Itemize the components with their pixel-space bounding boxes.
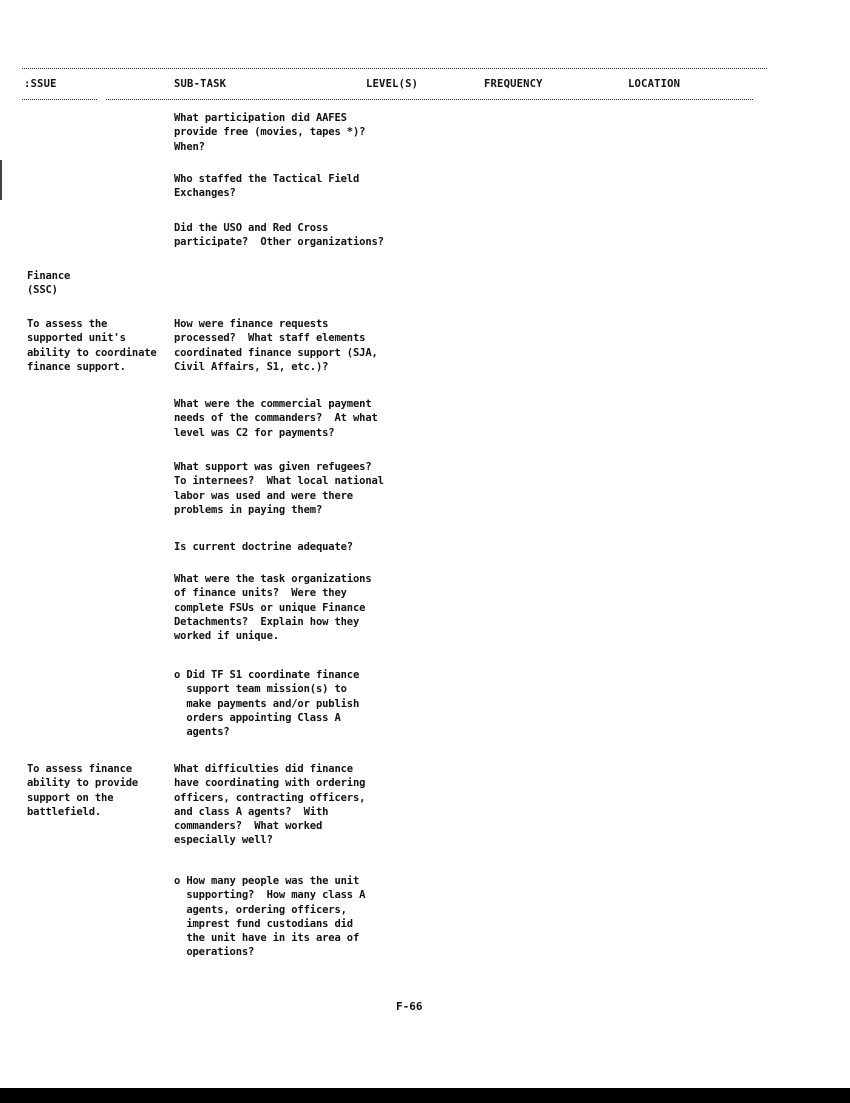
column-header-issue: :SSUE <box>24 78 57 90</box>
issue-finance-battlefield-support: To assess finance ability to provide support on the battlefield. <box>27 763 139 818</box>
subtask-doctrine: Is current doctrine adequate? <box>174 541 353 553</box>
subtask-refugee-support: What support was given refugees? To internees? What local national labor was used and were there problems in paying them? <box>174 461 384 516</box>
column-header-subtask: SUB-TASK <box>174 78 227 90</box>
subtask-task-organizations: What were the task organizations of finance units? Were they complete FSUs or unique Finance Detachments? Explain how they worked if unique. <box>174 573 372 643</box>
issue-coordinate-finance-support: To assess the supported unit's ability to coordinate finance support. <box>27 318 157 373</box>
page-number: F-66 <box>396 1000 423 1013</box>
subtask-tf-s1-coordination: o Did TF S1 coordinate finance support team mission(s) to make payments and/or publish orders appointing Class A agents? <box>174 669 360 739</box>
column-header-levels: LEVEL(S) <box>366 78 419 90</box>
subtask-people-supported: o How many people was the unit supporting? How many class A agents, ordering officers, imprest fund custodians did the unit have in its area of operations? <box>174 875 366 959</box>
subtask-aafes-participation: What participation did AAFES provide free (movies, tapes *)? When? <box>174 112 366 153</box>
header-bottom-rule-left <box>22 99 97 100</box>
header-bottom-rule-right <box>106 99 753 100</box>
subtask-commercial-payment: What were the commercial payment needs of the commanders? At what level was C2 for payments? <box>174 398 378 439</box>
subtask-uso-red-cross: Did the USO and Red Cross participate? Other organizations? <box>174 222 384 249</box>
subtask-tactical-field-exchanges: Who staffed the Tactical Field Exchanges? <box>174 173 360 200</box>
header-top-rule <box>22 68 767 69</box>
column-header-location: LOCATION <box>628 78 681 90</box>
column-header-frequency: FREQUENCY <box>484 78 543 90</box>
subtask-finance-requests: How were finance requests processed? What staff elements coordinated finance support (SJA, Civil Affairs, S1, etc.)? <box>174 318 378 373</box>
bottom-scan-band <box>0 1088 850 1103</box>
left-edge-mark <box>0 160 2 200</box>
subtask-finance-difficulties: What difficulties did finance have coordinating with ordering officers, contracting officers, and class A agents? With commanders? What worked especially well? <box>174 763 366 847</box>
section-heading-finance: Finance (SSC) <box>27 270 71 297</box>
